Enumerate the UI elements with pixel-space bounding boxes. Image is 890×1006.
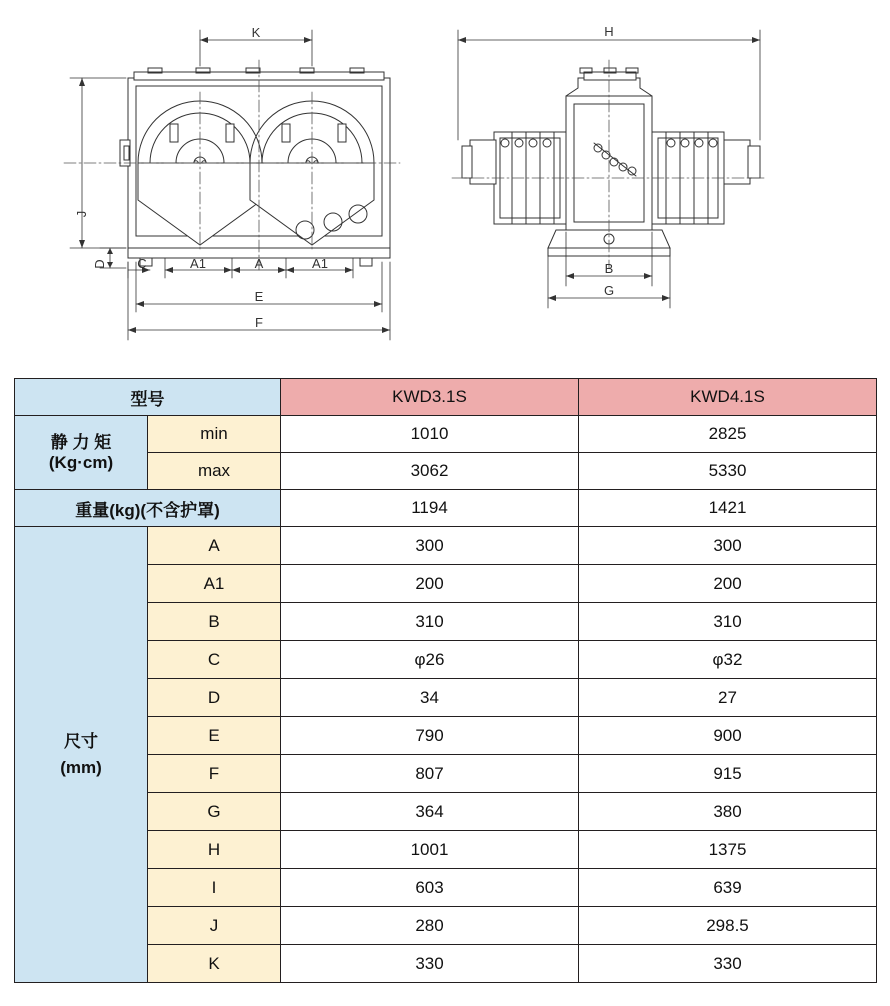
dim-F-value-2: 915 (579, 755, 877, 793)
dim-key-A1: A1 (148, 565, 281, 603)
dim-key-C: C (148, 641, 281, 679)
dim-label-J: J (74, 210, 89, 218)
dim-K-value-2: 330 (579, 945, 877, 983)
weight-value-2: 1421 (579, 490, 877, 527)
dim-label-A1-right: A1 (312, 256, 328, 271)
dim-E-value-2: 900 (579, 717, 877, 755)
dim-label-H: H (604, 24, 614, 39)
weight-label: 重量(kg)(不含护罩) (15, 490, 281, 527)
dim-label-E: E (254, 289, 264, 304)
technical-drawing (0, 0, 890, 370)
static-moment-label-line1: 静 力 矩 (50, 432, 112, 452)
dim-A1-value-2: 200 (579, 565, 877, 603)
dim-D-value-1: 34 (281, 679, 579, 717)
dim-C-value-1: φ26 (281, 641, 579, 679)
dim-B-value-2: 310 (579, 603, 877, 641)
table-row-weight (15, 490, 877, 527)
static-moment-max-value-2: 5330 (579, 453, 877, 490)
table-row-static-moment-min (15, 416, 877, 453)
dim-key-F: F (148, 755, 281, 793)
dim-label-F: F (255, 315, 263, 330)
static-moment-min-value-2: 2825 (579, 416, 877, 453)
dim-H-value-1: 1001 (281, 831, 579, 869)
dim-key-E: E (148, 717, 281, 755)
dim-I-value-1: 603 (281, 869, 579, 907)
dim-key-H: H (148, 831, 281, 869)
dim-label-K: K (251, 25, 261, 40)
dim-J-value-1: 280 (281, 907, 579, 945)
dim-label-C: C (137, 256, 147, 271)
dim-key-I: I (148, 869, 281, 907)
dim-label-A1-left: A1 (190, 256, 206, 271)
dim-label-A: A (254, 256, 264, 271)
dim-B-value-1: 310 (281, 603, 579, 641)
table-header-row (15, 379, 877, 416)
dim-key-J: J (148, 907, 281, 945)
weight-value-1: 1194 (281, 490, 579, 527)
dim-F-value-1: 807 (281, 755, 579, 793)
dimensions-label-line1: 尺寸 (64, 732, 98, 751)
dim-E-value-1: 790 (281, 717, 579, 755)
dim-I-value-2: 639 (579, 869, 877, 907)
dim-D-value-2: 27 (579, 679, 877, 717)
front-elevation-drawing (64, 25, 400, 340)
static-moment-min-value-1: 1010 (281, 416, 579, 453)
model-name-cell-2: KWD4.1S (579, 379, 877, 416)
table-row-dim-A (15, 527, 877, 565)
static-moment-sub-max: max (148, 453, 281, 490)
dim-A1-value-1: 200 (281, 565, 579, 603)
static-moment-sub-min: min (148, 416, 281, 453)
dim-J-value-2: 298.5 (579, 907, 877, 945)
model-header-cell: 型号 (15, 379, 281, 416)
dim-A-value-1: 300 (281, 527, 579, 565)
dim-key-K: K (148, 945, 281, 983)
dim-key-B: B (148, 603, 281, 641)
specification-table-container (14, 378, 876, 983)
dim-key-G: G (148, 793, 281, 831)
dim-label-D: D (92, 259, 107, 269)
dim-G-value-2: 380 (579, 793, 877, 831)
dimensions-label-line2: (mm) (60, 757, 102, 777)
static-moment-label (15, 416, 148, 490)
dim-C-value-2: φ32 (579, 641, 877, 679)
static-moment-max-value-1: 3062 (281, 453, 579, 490)
dim-G-value-1: 364 (281, 793, 579, 831)
dim-key-A: A (148, 527, 281, 565)
model-name-cell-1: KWD3.1S (281, 379, 579, 416)
dim-key-D: D (148, 679, 281, 717)
specification-table (14, 378, 877, 983)
side-elevation-drawing (452, 24, 766, 308)
dim-label-B: B (604, 261, 614, 276)
dim-label-G: G (603, 283, 615, 298)
dimensions-label (15, 527, 148, 983)
static-moment-label-line2: (Kg·cm) (48, 452, 114, 472)
dim-A-value-2: 300 (579, 527, 877, 565)
dim-K-value-1: 330 (281, 945, 579, 983)
dim-H-value-2: 1375 (579, 831, 877, 869)
